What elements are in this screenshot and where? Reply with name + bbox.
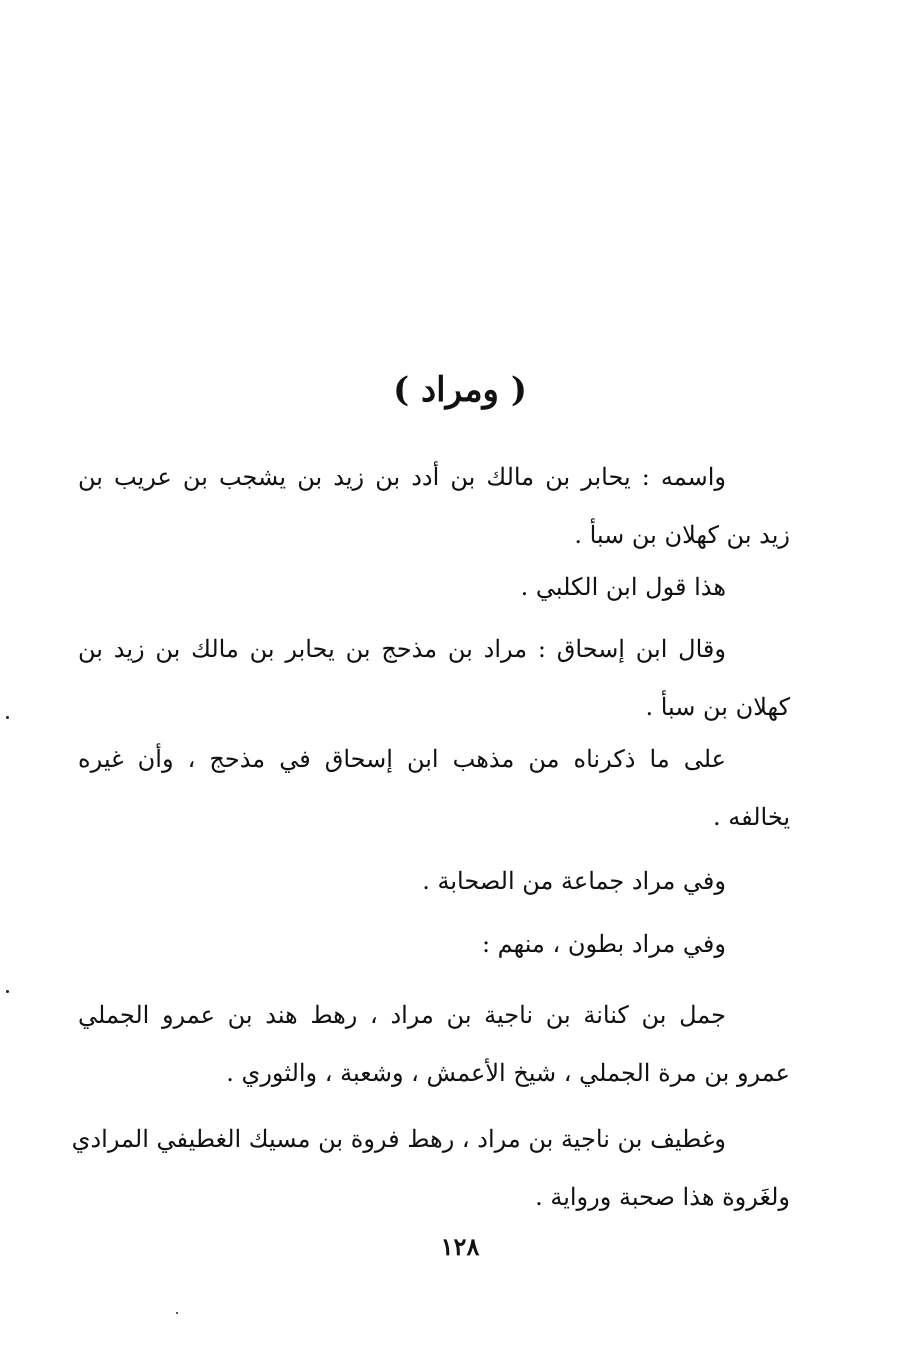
paragraph-ishaq [78, 620, 790, 736]
page-number: ١٢٨ [440, 1232, 480, 1261]
text-line: وفي مراد جماعة من الصحابة . [422, 867, 726, 895]
text-line: زيد بن كهلان بن سبأ . [574, 521, 790, 549]
paragraph-madhhab [78, 730, 790, 846]
text-line: ولغَروة هذا صحبة ورواية . [535, 1183, 790, 1211]
paragraph-companions [78, 852, 790, 910]
text-line: هذا قول ابن الكلبي . [520, 573, 726, 601]
text-line: عمرو بن مرة الجملي ، شيخ الأعمش ، وشعبة ، والثوري . [226, 1059, 790, 1087]
scan-speck [6, 990, 9, 993]
text-line: واسمه : يحابر بن مالك بن أدد بن زيد بن يشجب بن عريب بن [78, 463, 727, 491]
text-line: كهلان بن سبأ . [645, 693, 790, 721]
paragraph-kalbi [78, 558, 790, 616]
paragraph-name [78, 448, 790, 564]
text-line: وفي مراد بطون ، منهم : [481, 930, 726, 958]
text-line: يخالفه . [712, 803, 790, 831]
text-line: جمل بن كنانة بن ناجية بن مراد ، رهط هند بن عمرو الجملي [78, 1001, 726, 1029]
scan-speck [176, 1312, 178, 1314]
paragraph-clans [78, 915, 790, 973]
section-title: ( ومراد ) [393, 370, 527, 410]
text-line: وقال ابن إسحاق : مراد بن مذحج بن يحابر بن مالك بن زيد بن [78, 635, 726, 663]
text-line: على ما ذكرناه من مذهب ابن إسحاق في مذحج ، وأن غيره [78, 745, 726, 773]
paragraph-jamal [78, 986, 790, 1102]
text-line: وغطيف بن ناجية بن مراد ، رهط فروة بن مسيك الغطيفي المرادي [71, 1125, 726, 1153]
scan-speck [6, 716, 9, 719]
paragraph-ghutayf [71, 1110, 790, 1226]
